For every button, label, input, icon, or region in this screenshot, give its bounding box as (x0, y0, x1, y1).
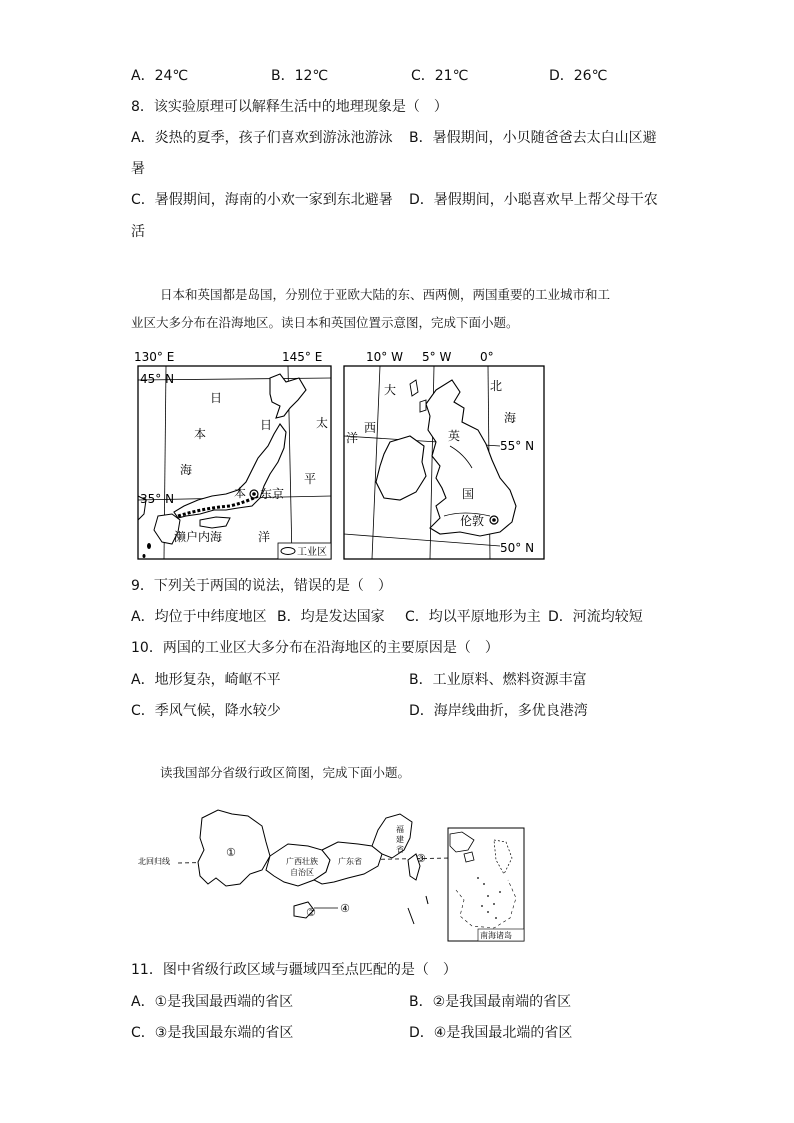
q7-option-a[interactable]: A．24℃ (131, 68, 189, 84)
q9-option-d[interactable]: D．河流均较短 (548, 609, 643, 625)
atlantic-char-2: 西 (364, 421, 377, 435)
atlantic-char-3: 洋 (346, 431, 359, 445)
q8-stem: 8．该实验原理可以解释生活中的地理现象是（ ） (131, 99, 448, 115)
q8-option-b-cont: 暑 (131, 161, 145, 177)
pacific-char-1: 太 (316, 416, 329, 430)
q10-option-d[interactable]: D．海岸线曲折，多优良港湾 (409, 703, 588, 719)
marker-1: ① (226, 846, 236, 859)
north-sea-char-2: 海 (504, 411, 517, 425)
shikoku-shape (200, 517, 230, 528)
q8-option-b[interactable]: B．暑假期间，小贝随爸爸去太白山区避 (409, 130, 657, 146)
q11-option-b[interactable]: B．②是我国最南端的省区 (409, 994, 572, 1010)
q9-option-b[interactable]: B．均是发达国家 (277, 609, 385, 625)
uk-lon-10w: 10° W (366, 350, 403, 364)
sea-of-japan-char-3: 海 (180, 463, 193, 477)
q8-option-d-cont: 活 (131, 224, 145, 240)
japan-lon-right: 145° E (282, 350, 323, 364)
tokyo-label: 东京 (260, 487, 285, 501)
intro-japan-uk-line2: 业区大多分布在沿海地区。读日本和英国位置示意图，完成下面小题。 (131, 315, 519, 330)
fujian-label-1: 福 (396, 825, 404, 834)
sea-of-japan-char-2: 本 (194, 427, 207, 441)
q7-option-d[interactable]: D．26℃ (549, 68, 608, 84)
fujian-shape (372, 814, 412, 858)
uk-lon-5w: 5° W (422, 350, 452, 364)
q8-option-a[interactable]: A．炎热的夏季，孩子们喜欢到游泳池游泳 (131, 130, 393, 146)
london-label: 伦敦 (460, 514, 485, 528)
legend-industrial-area: 工业区 (297, 547, 327, 558)
marker-2: ② (306, 906, 316, 919)
japan-country-char-1: 日 (260, 418, 273, 432)
uk-map (340, 350, 550, 562)
fujian-label-3: 省 (396, 845, 404, 854)
guangxi-label-1: 广西壮族 (286, 857, 318, 866)
japan-lon-left: 130° E (134, 350, 175, 364)
q9-option-c[interactable]: C．均以平原地形为主 (405, 609, 541, 625)
q11-option-d[interactable]: D．④是我国最北端的省区 (409, 1025, 573, 1041)
intro-japan-uk-line1: 日本和英国都是岛国，分别位于亚欧大陆的东、西两侧，两国重要的工业城市和工 (160, 287, 611, 302)
seto-inland-sea-label: 濑户内海 (174, 530, 223, 544)
china-provinces-map (138, 800, 528, 945)
uk-country-char-2: 国 (462, 487, 475, 501)
intro-china-line1: 读我国部分省级行政区简图，完成下面小题。 (160, 765, 411, 780)
q10-option-a[interactable]: A．地形复杂，崎岖不平 (131, 672, 281, 688)
sea-of-japan-char-1: 日 (210, 391, 223, 405)
japan-lat-bottom: 35° N (140, 492, 175, 506)
uk-lon-0: 0° (480, 350, 494, 364)
guangxi-label-2: 自治区 (290, 868, 314, 877)
japan-country-char-2: 本 (234, 486, 247, 500)
north-sea-char-1: 北 (490, 379, 503, 393)
guangdong-label: 广东省 (338, 857, 362, 866)
q7-option-b[interactable]: B．12℃ (271, 68, 329, 84)
pacific-char-2: 平 (304, 472, 317, 486)
q11-stem: 11．图中省级行政区域与疆域四至点匹配的是（ ） (131, 962, 457, 978)
uk-lat-50n: 50° N (500, 541, 535, 555)
pacific-char-3: 洋 (258, 530, 271, 544)
japan-lat-top: 45° N (140, 372, 175, 386)
q11-option-c[interactable]: C．③是我国最东端的省区 (131, 1025, 294, 1041)
q11-option-a[interactable]: A．①是我国最西端的省区 (131, 994, 294, 1010)
japan-map (134, 350, 334, 562)
marker-4: ④ (340, 902, 350, 915)
inset-label: 南海诸岛 (480, 931, 512, 940)
q9-stem: 9．下列关于两国的说法，错误的是（ ） (131, 578, 392, 594)
q7-option-c[interactable]: C．21℃ (411, 68, 469, 84)
q10-option-b[interactable]: B．工业原料、燃料资源丰富 (409, 672, 587, 688)
fujian-label-2: 建 (396, 835, 404, 844)
q10-option-c[interactable]: C．季风气候，降水较少 (131, 703, 281, 719)
uk-lat-55n: 55° N (500, 439, 535, 453)
uk-country-char-1: 英 (448, 429, 461, 443)
q10-stem: 10．两国的工业区大多分布在沿海地区的主要原因是（ ） (131, 640, 499, 656)
q9-option-a[interactable]: A．均位于中纬度地区 (131, 609, 267, 625)
tropic-label: 北回归线 (138, 857, 170, 866)
q8-option-d[interactable]: D．暑假期间，小聪喜欢早上帮父母干农 (409, 192, 658, 208)
atlantic-char-1: 大 (384, 383, 397, 397)
marker-3: ③ (416, 852, 426, 865)
q8-option-c[interactable]: C．暑假期间，海南的小欢一家到东北避暑 (131, 192, 393, 208)
